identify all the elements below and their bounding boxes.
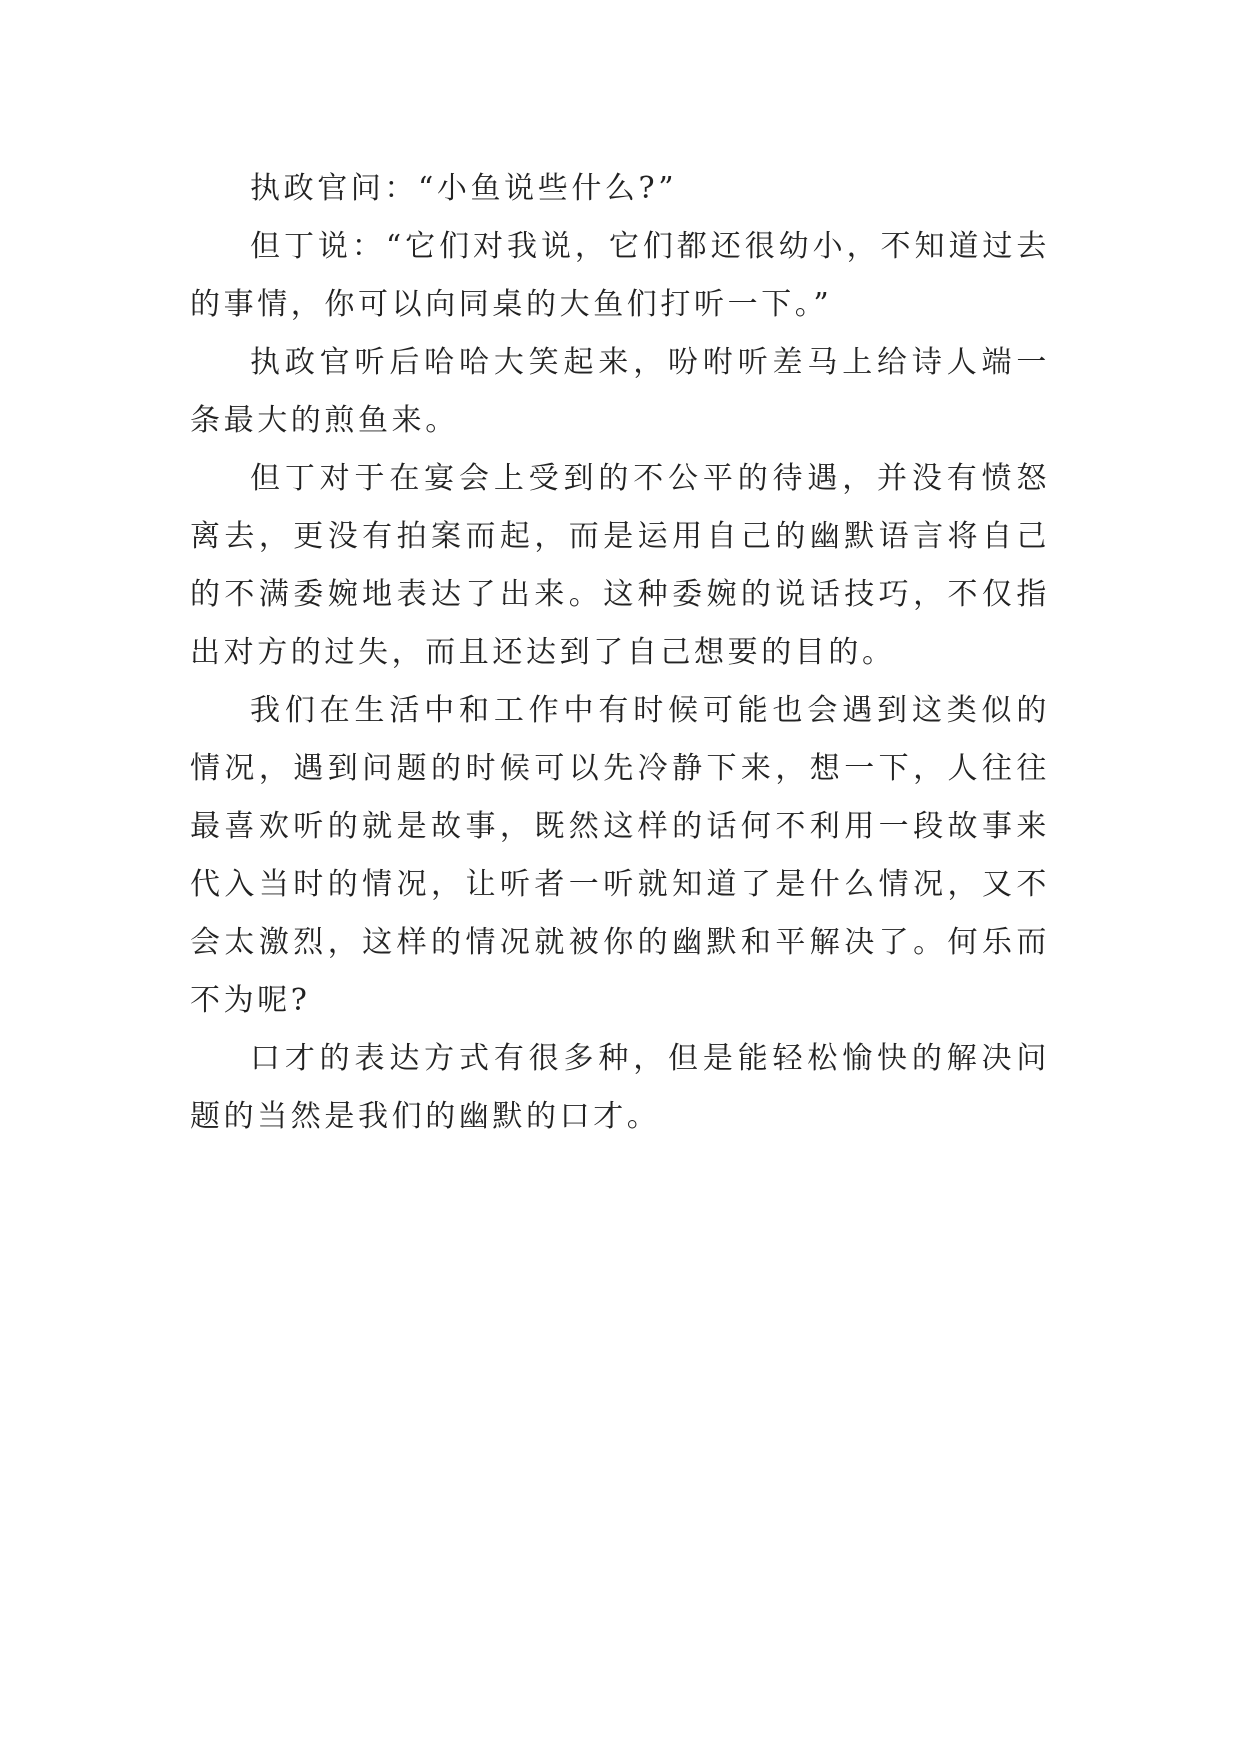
paragraph-5: 我们在生活中和工作中有时候可能也会遇到这类似的情况，遇到问题的时候可以先冷静下来，想一下，人往往最喜欢听的就是故事，既然这样的话何不利用一段故事来代入当时的情况，让听者一听就知道了是什么情况，又不会太激烈，这样的情况就被你的幽默和平解决了。何乐而不为呢? bbox=[190, 693, 1050, 1018]
document-body bbox=[190, 160, 1050, 1146]
paragraph-2: 但丁说：“它们对我说，它们都还很幼小，不知道过去的事情，你可以向同桌的大鱼们打听一下。” bbox=[190, 229, 1050, 322]
paragraph-6: 口才的表达方式有很多种，但是能轻松愉快的解决问题的当然是我们的幽默的口才。 bbox=[190, 1041, 1050, 1134]
paragraph-4: 但丁对于在宴会上受到的不公平的待遇，并没有愤怒离去，更没有拍案而起，而是运用自己的幽默语言将自己的不满委婉地表达了出来。这种委婉的说话技巧，不仅指出对方的过失，而且还达到了自己想要的目的。 bbox=[190, 461, 1050, 670]
paragraph-1: 执政官问：“小鱼说些什么?” bbox=[250, 171, 678, 206]
paragraph-3: 执政官听后哈哈大笑起来，吩咐听差马上给诗人端一条最大的煎鱼来。 bbox=[190, 345, 1050, 438]
